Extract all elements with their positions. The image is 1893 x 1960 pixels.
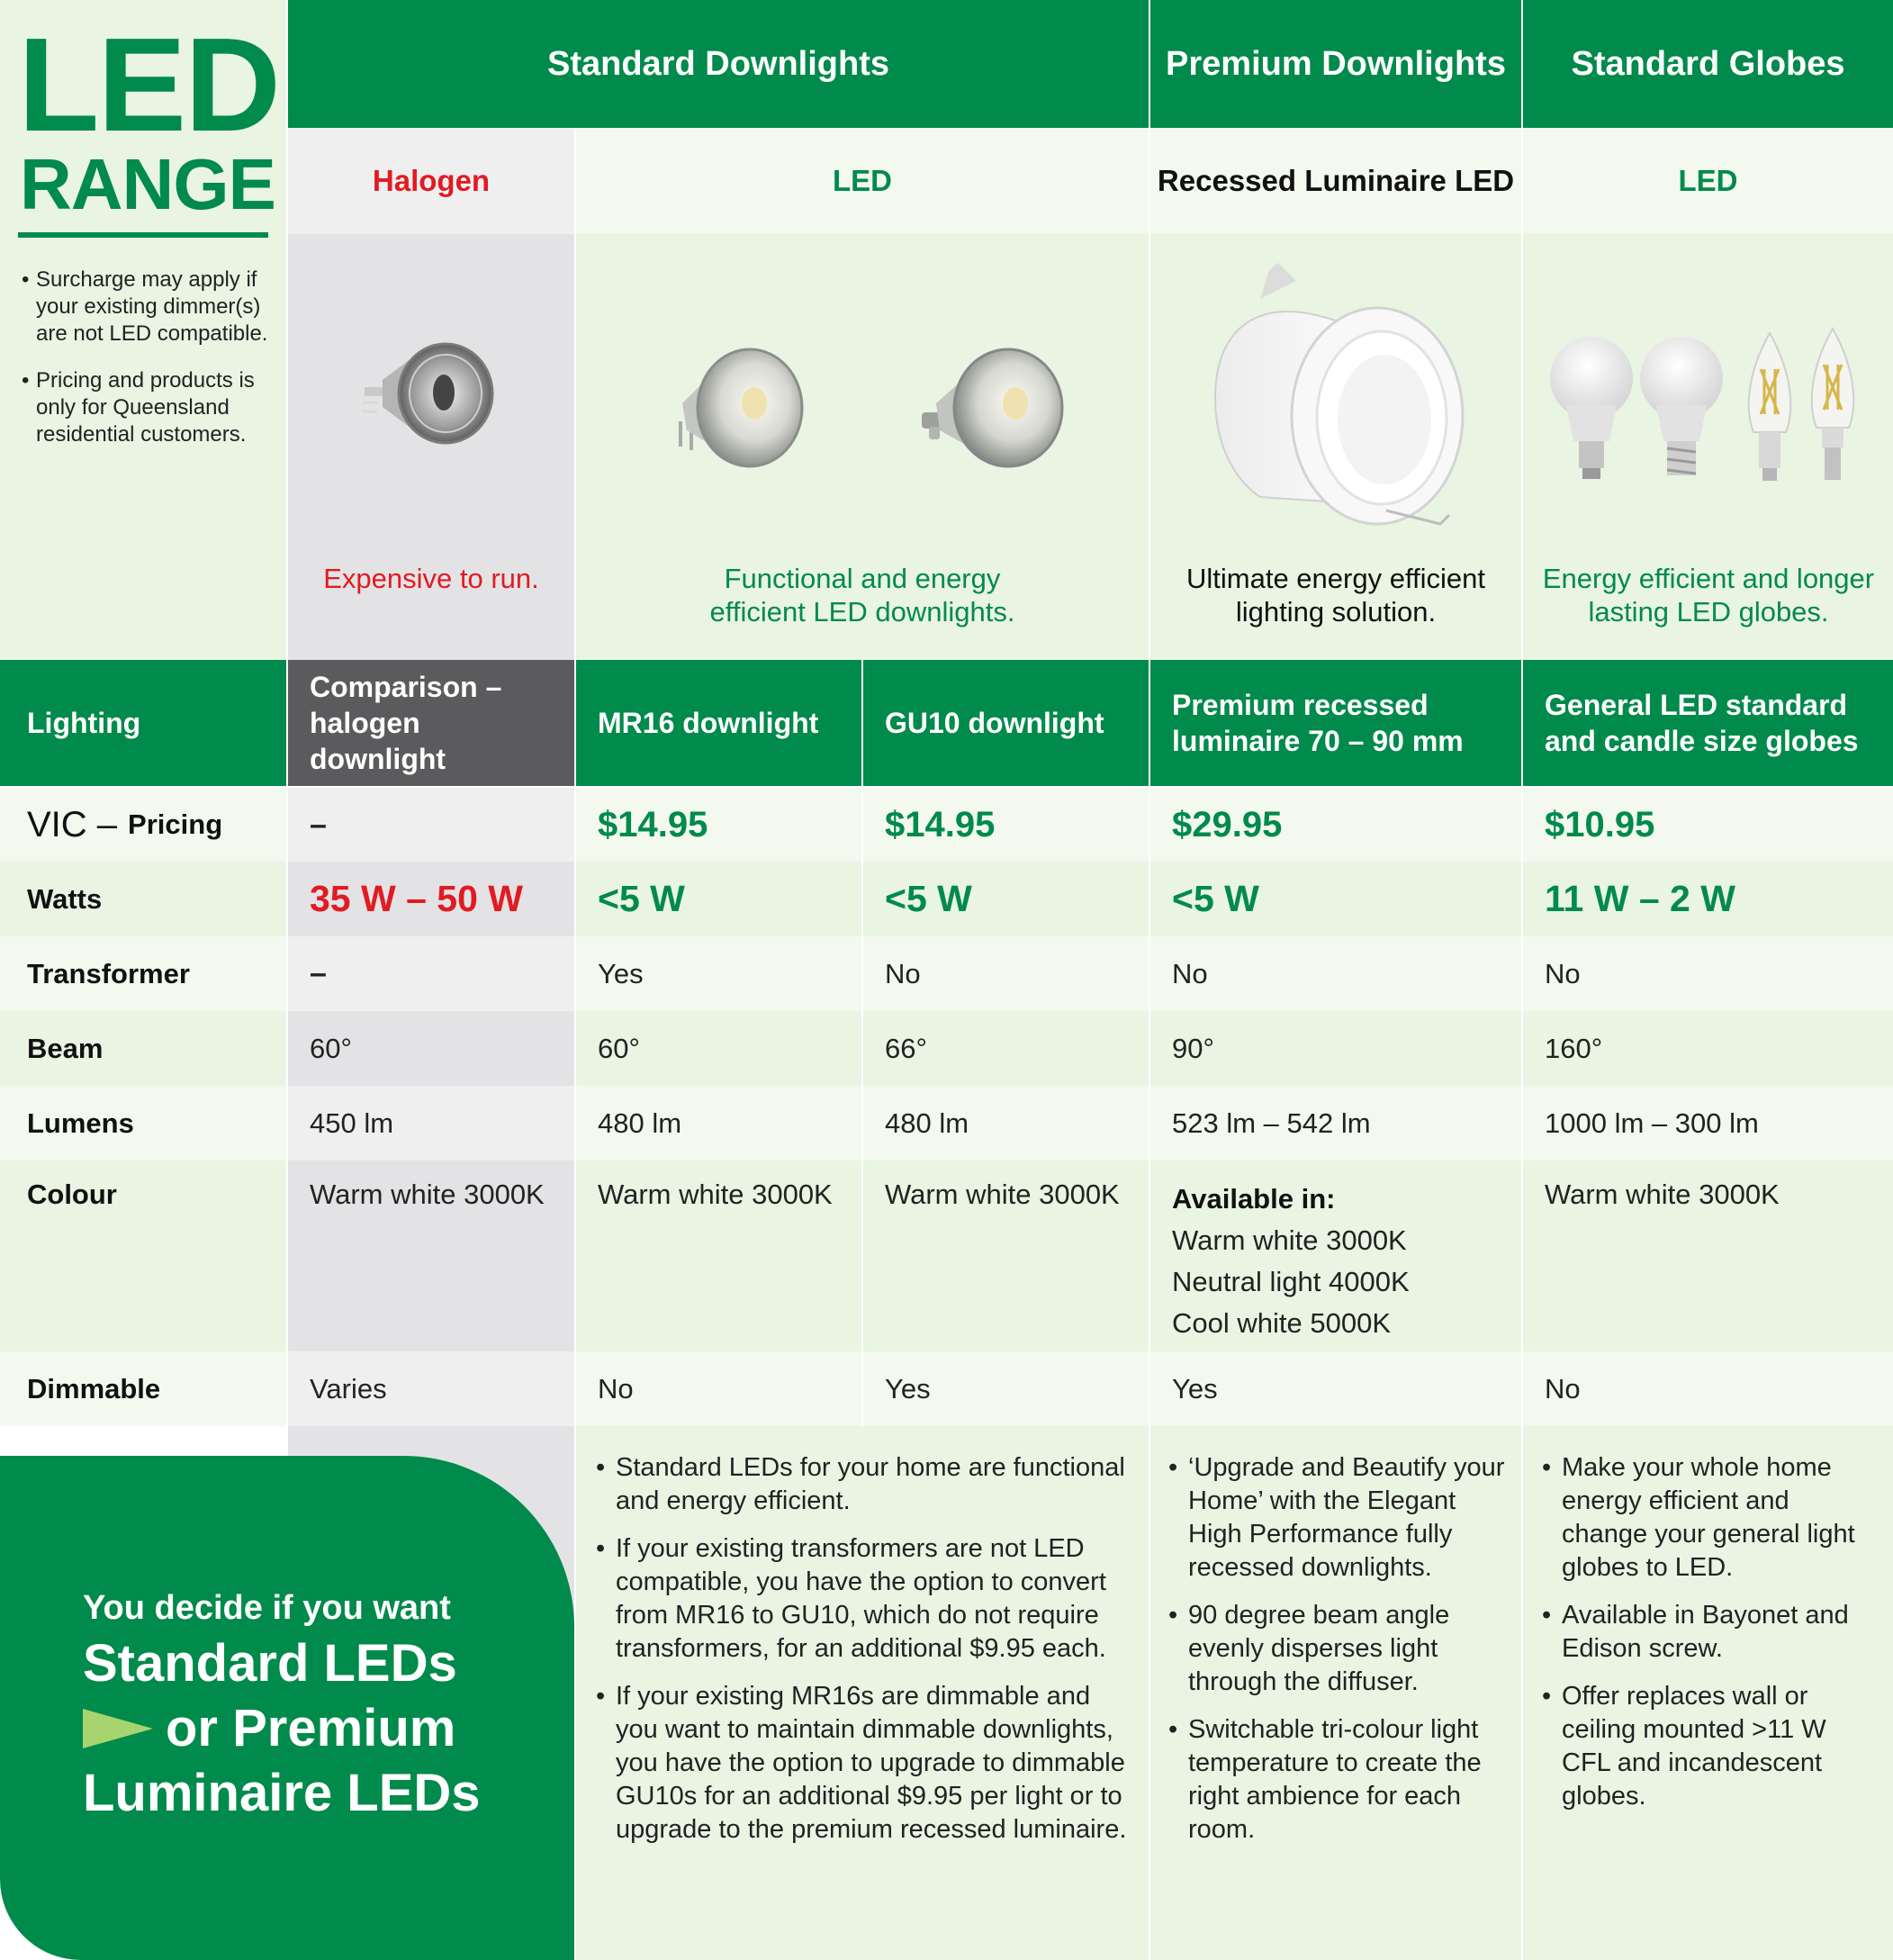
led-globes-icon <box>1546 324 1879 504</box>
note-surcharge: • Surcharge may apply if your existing dimmer(s) are not LED compatible. <box>22 266 274 348</box>
colour-premium <box>1150 1161 1521 1351</box>
colour-gu10: Warm white 3000K <box>863 1161 1149 1351</box>
dimmable-premium: Yes <box>1150 1351 1521 1426</box>
row-label-pricing <box>0 788 286 862</box>
transformer-mr16: Yes <box>576 936 861 1011</box>
colour-premium-cool: Cool white 5000K <box>1172 1307 1391 1339</box>
note-queensland: • Pricing and products is only for Queensland residential customers. <box>22 367 274 448</box>
lumens-premium: 523 lm – 542 lm <box>1150 1086 1521 1161</box>
row-label-transformer: Transformer <box>0 936 286 1011</box>
promo-line1: You decide if you want <box>83 1589 451 1627</box>
beam-mr16: 60° <box>576 1011 861 1086</box>
globes-bullet-item: • Make your whole home energy efficient and change your general light globes to LED. <box>1542 1451 1875 1585</box>
separator-line <box>1521 0 1523 1960</box>
row-label-colour: Colour <box>0 1161 286 1351</box>
desc-globes: Energy efficient and longer lasting LED globes. <box>1542 563 1875 628</box>
transformer-gu10: No <box>863 936 1149 1011</box>
promo-line3: or Premium <box>166 1699 456 1757</box>
separator-line <box>861 660 863 1426</box>
promo-text <box>83 1585 551 1826</box>
promo-line3-row <box>83 1696 551 1761</box>
col-label-lighting: Lighting <box>0 660 286 786</box>
globes-bullet-item: • Offer replaces wall or ceiling mounted >11 W CFL and incandescent globes. <box>1542 1680 1875 1813</box>
premium-bullets <box>1168 1451 1510 1861</box>
brand-divider <box>18 232 268 238</box>
colour-globes: Warm white 3000K <box>1523 1161 1893 1351</box>
subheader-recessed: Recessed Luminaire LED <box>1150 128 1521 234</box>
pricing-halogen: – <box>288 788 574 862</box>
desc-led: Functional and energy efficient LED downlights. <box>709 563 1015 628</box>
row-label-lumens: Lumens <box>0 1086 286 1161</box>
premium-bullet-item: • Switchable tri-colour light temperature to create the right ambience for each room. <box>1168 1713 1510 1847</box>
pricing-label-main: VIC – <box>27 804 118 845</box>
row-label-dimmable: Dimmable <box>0 1351 286 1426</box>
brand-notes <box>22 266 274 468</box>
subheader-halogen: Halogen <box>288 128 574 234</box>
transformer-globes: No <box>1523 936 1893 1011</box>
globes-bullet-item: • Available in Bayonet and Edison screw. <box>1542 1599 1875 1666</box>
separator-line <box>574 128 576 1960</box>
lumens-halogen: 450 lm <box>288 1086 574 1161</box>
header-standard-globes: Standard Globes <box>1523 0 1893 128</box>
beam-globes: 160° <box>1523 1011 1893 1086</box>
watts-halogen: 35 W – 50 W <box>288 862 574 936</box>
watts-gu10: <5 W <box>863 862 1149 936</box>
header-premium-downlights: Premium Downlights <box>1150 0 1521 128</box>
separator-line <box>286 0 288 1426</box>
brand-title-led: LED <box>18 11 279 159</box>
row-label-watts: Watts <box>0 862 286 936</box>
colour-premium-neutral: Neutral light 4000K <box>1172 1266 1410 1297</box>
subheader-led: LED <box>576 128 1149 234</box>
colour-mr16: Warm white 3000K <box>576 1161 861 1351</box>
subheader-globes-led: LED <box>1523 128 1893 234</box>
premium-bullet-item: • 90 degree beam angle evenly disperses light through the diffuser. <box>1168 1599 1510 1699</box>
gu10-bulb-icon <box>916 340 1069 475</box>
desc-halogen: Expensive to run. <box>323 563 539 594</box>
dimmable-globes: No <box>1523 1351 1893 1426</box>
pricing-mr16: $14.95 <box>576 788 861 862</box>
col-globes: General LED standard and candle size globes <box>1523 660 1893 786</box>
standard-bullet-item: • If your existing MR16s are dimmable and you want to maintain dimmable downlights, you have the option to upgrade to dimmable GU10s for an additional $9.95 per light or to upgrade to the premium recessed luminaire. <box>596 1680 1127 1847</box>
desc-recessed: Ultimate energy efficient lighting solution. <box>1186 563 1485 628</box>
row-label-beam: Beam <box>0 1011 286 1086</box>
globes-bullets <box>1542 1451 1875 1828</box>
standard-bullet-item: • If your existing transformers are not LED compatible, you have the option to convert from MR16 to GU10, which do not require transformers, for an additional $9.95 each. <box>596 1532 1127 1666</box>
dimmable-halogen: Varies <box>288 1351 574 1426</box>
col-halogen: Comparison – halogen downlight <box>288 660 574 786</box>
premium-bullet-item: • ‘Upgrade and Beautify your Home’ with the Elegant High Performance fully recessed downlights. <box>1168 1451 1510 1585</box>
col-premium: Premium recessed luminaire 70 – 90 mm <box>1150 660 1521 786</box>
promo-line2: Standard LEDs <box>83 1634 457 1693</box>
standard-bullet-item: • Standard LEDs for your home are functional and energy efficient. <box>596 1451 1127 1518</box>
separator-line <box>1149 0 1150 1960</box>
watts-globes: 11 W – 2 W <box>1523 862 1893 936</box>
halogen-bulb-icon <box>356 335 509 452</box>
lumens-globes: 1000 lm – 300 lm <box>1523 1086 1893 1161</box>
beam-gu10: 66° <box>863 1011 1149 1086</box>
transformer-halogen: – <box>288 936 574 1011</box>
colour-halogen: Warm white 3000K <box>288 1161 574 1351</box>
dimmable-mr16: No <box>576 1351 861 1426</box>
colour-premium-warm: Warm white 3000K <box>1172 1224 1407 1256</box>
lumens-gu10: 480 lm <box>863 1086 1149 1161</box>
beam-halogen: 60° <box>288 1011 574 1086</box>
mr16-bulb-icon <box>664 340 808 475</box>
col-mr16: MR16 downlight <box>576 660 861 786</box>
beam-premium: 90° <box>1150 1011 1521 1086</box>
promo-line4: Luminaire LEDs <box>83 1764 481 1822</box>
watts-mr16: <5 W <box>576 862 861 936</box>
col-gu10: GU10 downlight <box>863 660 1149 786</box>
pricing-premium: $29.95 <box>1150 788 1521 862</box>
dimmable-gu10: Yes <box>863 1351 1149 1426</box>
arrow-right-icon <box>83 1705 155 1752</box>
pricing-globes: $10.95 <box>1523 788 1893 862</box>
lumens-mr16: 480 lm <box>576 1086 861 1161</box>
recessed-luminaire-icon <box>1206 263 1467 533</box>
watts-premium: <5 W <box>1150 862 1521 936</box>
pricing-gu10: $14.95 <box>863 788 1149 862</box>
standard-led-bullets <box>596 1451 1127 1861</box>
header-standard-downlights: Standard Downlights <box>288 0 1149 128</box>
brand-title-range: RANGE <box>20 144 275 224</box>
transformer-premium: No <box>1150 936 1521 1011</box>
pricing-label-sub: Pricing <box>128 808 223 840</box>
colour-premium-heading: Available in: <box>1172 1183 1336 1215</box>
